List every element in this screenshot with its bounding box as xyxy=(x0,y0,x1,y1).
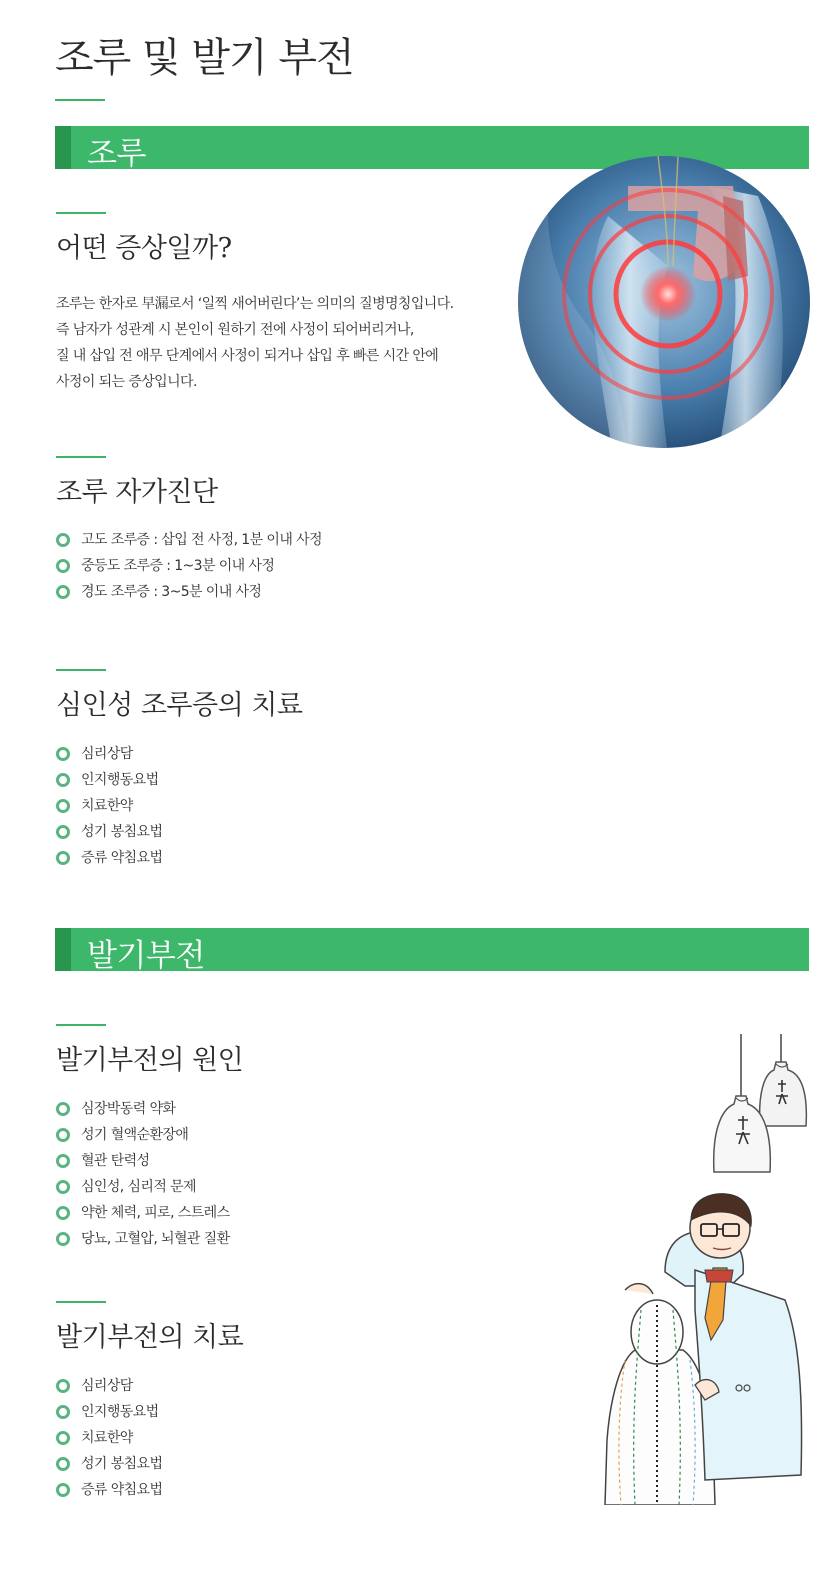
causes-heading: 발기부전의 원인 xyxy=(56,1045,244,1076)
pelvis-pain-illustration xyxy=(518,156,810,448)
bullet-ring-icon xyxy=(56,825,70,839)
list-item-text: 인지행동요법 xyxy=(81,772,159,788)
list-item xyxy=(56,741,162,767)
ed-treatment-divider xyxy=(56,1301,106,1303)
list-item-text: 성기 봉침요법 xyxy=(81,824,163,840)
list-item xyxy=(56,1174,230,1200)
symptom-line: 즉 남자가 성관계 시 본인이 원하기 전에 사정이 되어버리거나, xyxy=(56,322,414,338)
list-item xyxy=(56,1477,162,1503)
bullet-ring-icon xyxy=(56,1405,70,1419)
herbal-medicine-bags-illustration xyxy=(706,1034,818,1184)
bullet-ring-icon xyxy=(56,851,70,865)
list-item-text: 증류 약침요법 xyxy=(81,1482,163,1498)
self-diagnosis-list xyxy=(56,527,322,605)
bullet-ring-icon xyxy=(56,1457,70,1471)
list-item xyxy=(56,1200,230,1226)
bullet-ring-icon xyxy=(56,1483,70,1497)
symptom-heading: 어떤 증상일까? xyxy=(56,233,232,264)
list-item xyxy=(56,1451,162,1477)
list-item xyxy=(56,553,322,579)
causes-list xyxy=(56,1096,230,1252)
bullet-ring-icon xyxy=(56,585,70,599)
list-item xyxy=(56,527,322,553)
self-diagnosis-divider xyxy=(56,456,106,458)
page-title: 조루 및 발기 부전 xyxy=(55,35,354,81)
psychogenic-treatment-divider xyxy=(56,669,106,671)
bullet-ring-icon xyxy=(56,747,70,761)
list-item-text: 증류 약침요법 xyxy=(81,850,163,866)
list-item-text: 심장박동력 약화 xyxy=(81,1101,176,1117)
title-divider xyxy=(55,99,105,101)
bullet-ring-icon xyxy=(56,1431,70,1445)
bullet-ring-icon xyxy=(56,1154,70,1168)
list-item-text: 혈관 탄력성 xyxy=(81,1153,150,1169)
list-item xyxy=(56,1425,162,1451)
list-item xyxy=(56,1096,230,1122)
bullet-ring-icon xyxy=(56,1102,70,1116)
banner-label: 조루 xyxy=(87,136,146,172)
bullet-ring-icon xyxy=(56,799,70,813)
list-item-text: 성기 봉침요법 xyxy=(81,1456,163,1472)
banner-label: 발기부전 xyxy=(87,938,205,974)
list-item-text: 중등도 조루증 : 1~3분 이내 사정 xyxy=(81,558,275,574)
list-item xyxy=(56,819,162,845)
ed-treatment-heading: 발기부전의 치료 xyxy=(56,1322,244,1353)
list-item-text: 경도 조루증 : 3~5분 이내 사정 xyxy=(81,584,262,600)
bullet-ring-icon xyxy=(56,533,70,547)
list-item xyxy=(56,1373,162,1399)
list-item-text: 치료한약 xyxy=(81,1430,133,1446)
bullet-ring-icon xyxy=(56,1379,70,1393)
ed-treatment-list xyxy=(56,1373,162,1503)
list-item-text: 약한 체력, 피로, 스트레스 xyxy=(81,1205,230,1221)
list-item-text: 성기 혈액순환장애 xyxy=(81,1127,189,1143)
bullet-ring-icon xyxy=(56,1180,70,1194)
list-item xyxy=(56,1148,230,1174)
symptom-line: 질 내 삽입 전 애무 단계에서 사정이 되거나 삽입 후 빠른 시간 안에 xyxy=(56,348,439,364)
list-item xyxy=(56,1226,230,1252)
list-item-text: 심리상담 xyxy=(81,1378,133,1394)
doctor-acupuncture-illustration xyxy=(595,1190,810,1505)
self-diagnosis-heading: 조루 자가진단 xyxy=(56,477,218,508)
list-item xyxy=(56,793,162,819)
list-item xyxy=(56,845,162,871)
bullet-ring-icon xyxy=(56,1128,70,1142)
psychogenic-treatment-heading: 심인성 조루증의 치료 xyxy=(56,690,303,721)
section-banner-erectile-dysfunction xyxy=(55,928,809,974)
list-item-text: 치료한약 xyxy=(81,798,133,814)
symptom-divider xyxy=(56,212,106,214)
psychogenic-treatment-list xyxy=(56,741,162,871)
list-item xyxy=(56,1122,230,1148)
causes-divider xyxy=(56,1024,106,1026)
banner-notch xyxy=(55,126,71,169)
bullet-ring-icon xyxy=(56,559,70,573)
symptom-line: 사정이 되는 증상입니다. xyxy=(56,374,197,390)
list-item xyxy=(56,579,322,605)
list-item xyxy=(56,767,162,793)
list-item-text: 인지행동요법 xyxy=(81,1404,159,1420)
symptom-description xyxy=(56,291,506,395)
symptom-line: 조루는 한자로 早漏로서 ‘일찍 새어버린다’는 의미의 질병명칭입니다. xyxy=(56,296,454,312)
banner-notch xyxy=(55,928,71,971)
list-item-text: 당뇨, 고혈압, 뇌혈관 질환 xyxy=(81,1231,230,1247)
bullet-ring-icon xyxy=(56,1206,70,1220)
list-item-text: 심인성, 심리적 문제 xyxy=(81,1179,196,1195)
list-item-text: 심리상담 xyxy=(81,746,133,762)
bullet-ring-icon xyxy=(56,773,70,787)
bullet-ring-icon xyxy=(56,1232,70,1246)
list-item xyxy=(56,1399,162,1425)
list-item-text: 고도 조루증 : 삽입 전 사정, 1분 이내 사정 xyxy=(81,532,322,548)
